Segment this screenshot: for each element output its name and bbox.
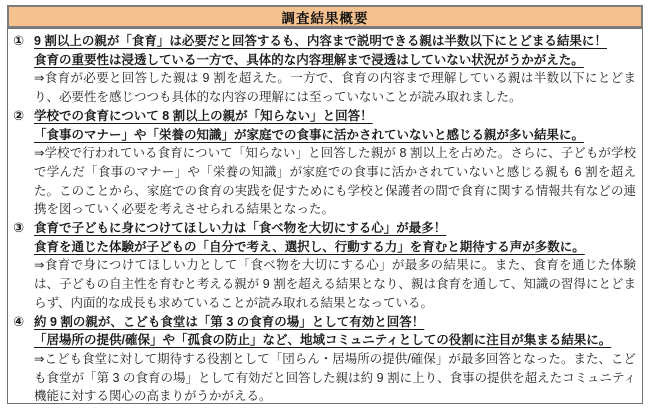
section-2-heading-line-1: 学校での食育について 8 割以上の親が「知らない」と回答！ <box>34 108 373 123</box>
section-2-heading-line-2: 「食事のマナー」や「栄養の知識」が家庭での食事に活かされていないと感じる親が多い結果に。 <box>34 127 585 142</box>
section-3-body: ⇒食育で身につけてほしい力として「食べ物を大切にする心」が最多の結果に。また、食育を通じた体験は、子どもの自主性を育むと考える親が 9 割を超える結果となり、親は食育を通して、知識の習得にとどまらず、内面的な成長も求めていることが読み取れる結果となっている。 <box>34 258 636 310</box>
section-1-number: ① <box>13 33 25 48</box>
section-2-body: ⇒学校で行われている食育について「知らない」と回答した親が 8 割以上を占めた。さらに、子どもが学校で学んだ「食事のマナー」や「栄養の知識」が家庭での食事に活かされていないと感じる親も 6 割を超えた。このことから、家庭での食育の実践を促すためにも学校と保護者の間で食育に関する情報共有などの連携を図っていく必要を考えさせられる結果となった。 <box>34 146 636 217</box>
summary-section-2 <box>12 107 636 219</box>
section-2-number: ② <box>13 107 25 123</box>
section-3-number: ③ <box>13 220 25 236</box>
summary-section-4 <box>12 313 636 404</box>
summary-section-1 <box>12 32 636 107</box>
survey-summary-document <box>7 5 643 404</box>
section-1-heading-line-1: 9 割以上の親が「食育」は必要だと回答するも、内容まで説明できる親は半数以下にとどまる結果に！ <box>34 34 607 48</box>
summary-content-box <box>7 28 643 404</box>
section-4-heading-line-1: 約 9 割の親が、こども食堂は「第 3 の食育の場」として有効と回答！ <box>34 314 425 329</box>
summary-section-3 <box>12 219 636 313</box>
section-1-body: ⇒食育が必要と回答した親は 9 割を超えた。一方で、食育の内容まで理解している親は半数以下にとどまり、必要性を感じつつも具体的な内容の理解には至っていないことが読み取れました。 <box>34 71 636 105</box>
section-3-heading-line-1: 食育で子どもに身につけてほしい力は「食べ物を大切にする心」が最多！ <box>34 221 447 236</box>
section-1-heading-line-2: 食育の重要性は浸透している一方で、具体的な内容理解まで浸透はしていない状況がうかがえた。 <box>34 52 584 67</box>
section-4-heading-line-2: 「居場所の提供/確保」や「孤食の防止」など、地域コミュニティとしての役割に注目が集まる結果に。 <box>34 333 612 348</box>
section-3-heading-line-2: 食育を通じた体験が子どもの「自分で考え、選択し、行動する力」を育むと期待する声が多数に。 <box>34 239 585 254</box>
report-title: 調査結果概要 <box>281 10 369 26</box>
report-title-bar <box>7 5 643 28</box>
section-4-number: ④ <box>13 313 25 329</box>
section-4-body: ⇒こども食堂に対して期待する役割として「団らん・居場所の提供/確保」が最多回答となった。また、こども食堂が「第 3 の食育の場」として有効だと回答した親は約 9 割に上り、食事の提供を超えたコミュニティ機能に対する関心の高まりがうかがえる。 <box>34 351 636 404</box>
